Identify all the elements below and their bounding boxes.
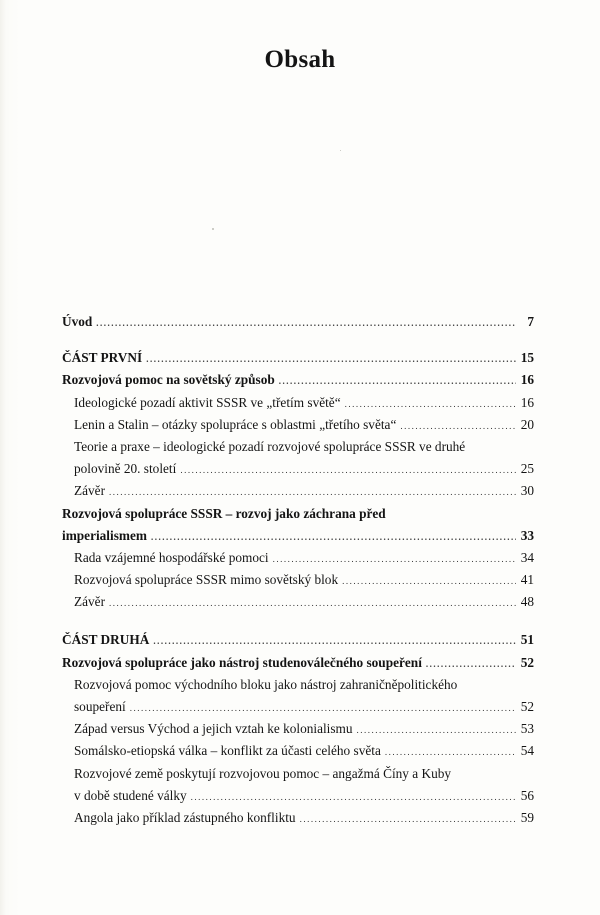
toc-leader-dots bbox=[180, 459, 516, 481]
toc-page-number: 53 bbox=[520, 721, 534, 737]
toc-entry-section[interactable] bbox=[62, 740, 534, 762]
toc-page-number: 15 bbox=[520, 350, 534, 366]
toc-page-number: 20 bbox=[520, 416, 534, 432]
toc-leader-dots bbox=[191, 786, 516, 808]
toc-leader-dots bbox=[130, 697, 516, 719]
toc-entry-section-first-line: Teorie a praxe – ideologické pozadí rozvojové spolupráce SSSR ve druhé bbox=[74, 438, 466, 454]
paper-speck bbox=[212, 228, 214, 230]
toc-label: polovině 20. století bbox=[74, 461, 177, 477]
toc-label: Rada vzájemné hospodářské pomoci bbox=[74, 549, 269, 565]
toc-label: Ideologické pozadí aktivit SSSR ve „třetím světě“ bbox=[74, 394, 341, 410]
toc-label: Západ versus Východ a jejich vztah ke kolonialismu bbox=[74, 721, 353, 737]
toc-entry-section[interactable] bbox=[62, 392, 534, 414]
toc-entry-section[interactable] bbox=[62, 591, 534, 613]
toc-entry-section[interactable] bbox=[62, 696, 534, 718]
toc-page-number: 41 bbox=[520, 572, 534, 588]
toc-entry-section[interactable] bbox=[62, 458, 534, 480]
toc-page-number: 16 bbox=[520, 394, 534, 410]
toc-leader-dots bbox=[273, 548, 516, 570]
toc-label: ČÁST PRVNÍ bbox=[62, 350, 143, 366]
toc-label: soupeření bbox=[74, 699, 126, 714]
toc-label: Závěr bbox=[74, 483, 106, 499]
toc-entry-section[interactable] bbox=[62, 480, 534, 502]
toc-label: Rozvojová spolupráce jako nástroj studenoválečného soupeření bbox=[62, 654, 422, 670]
toc-entry-part-one[interactable] bbox=[62, 347, 534, 369]
toc-page-number: 56 bbox=[520, 787, 534, 803]
toc-leader-dots bbox=[151, 526, 516, 548]
toc-entry-chapter[interactable] bbox=[62, 369, 534, 391]
section-gap bbox=[62, 613, 534, 629]
toc-leader-dots bbox=[146, 348, 516, 370]
toc-entry-chapter-first-line: Rozvojová spolupráce SSSR – rozvoj jako záchrana před bbox=[62, 505, 386, 521]
toc-label: Angola jako příklad zástupného konfliktu bbox=[74, 809, 296, 825]
toc-leader-dots bbox=[426, 653, 516, 675]
toc-label: imperialismem bbox=[62, 527, 147, 543]
toc-entry-section-first-line: Rozvojové země poskytují rozvojovou pomoc – angažmá Číny a Kuby bbox=[74, 765, 452, 781]
toc-page-number: 51 bbox=[520, 632, 534, 648]
toc-entry-section-first-line: Rozvojová pomoc východního bloku jako nástroj zahraničněpolitického bbox=[74, 676, 458, 692]
toc-page-number: 48 bbox=[520, 594, 534, 610]
toc-label: v době studené války bbox=[74, 787, 187, 803]
toc-page-number: 25 bbox=[520, 461, 534, 477]
toc-page-number: 52 bbox=[520, 654, 534, 670]
toc-entry-chapter[interactable] bbox=[62, 525, 534, 547]
toc-leader-dots bbox=[357, 719, 516, 741]
toc-leader-dots bbox=[400, 415, 516, 437]
toc-leader-dots bbox=[109, 481, 516, 503]
toc-page-number: 7 bbox=[527, 314, 534, 329]
toc-entry-section[interactable] bbox=[62, 547, 534, 569]
toc-leader-dots bbox=[342, 570, 516, 592]
toc-entry-section[interactable] bbox=[62, 569, 534, 591]
toc-label: Somálsko-etiopská válka – konflikt za účasti celého světa bbox=[74, 743, 381, 759]
toc-page-number: 59 bbox=[520, 809, 534, 825]
paper-speck bbox=[340, 150, 341, 151]
toc-page-number: 52 bbox=[520, 699, 534, 714]
toc-page-number: 33 bbox=[520, 527, 534, 543]
toc-leader-dots bbox=[109, 592, 516, 614]
toc-leader-dots bbox=[96, 312, 516, 334]
toc-label: Rozvojová pomoc na sovětský způsob bbox=[62, 372, 275, 388]
toc-label: Rozvojová spolupráce SSSR mimo sovětský blok bbox=[74, 572, 339, 588]
toc-entry-section[interactable] bbox=[62, 414, 534, 436]
toc-entry-section[interactable] bbox=[62, 718, 534, 740]
toc-leader-dots bbox=[300, 808, 516, 830]
page-title: Obsah bbox=[264, 46, 336, 73]
toc-leader-dots bbox=[153, 630, 516, 652]
toc-label: Lenin a Stalin – otázky spolupráce s oblastmi „třetího světa“ bbox=[74, 416, 397, 432]
toc-leader-dots bbox=[345, 393, 516, 415]
toc-page-number: 16 bbox=[520, 372, 534, 388]
table-of-contents bbox=[62, 311, 534, 829]
toc-entry-part-two[interactable] bbox=[62, 629, 534, 651]
section-gap bbox=[62, 333, 534, 347]
toc-leader-dots bbox=[385, 741, 516, 763]
toc-label: Závěr bbox=[74, 594, 106, 610]
toc-page-number: 54 bbox=[520, 743, 534, 759]
toc-leader-dots bbox=[279, 370, 516, 392]
toc-entry-uvod[interactable] bbox=[62, 311, 534, 333]
toc-page-number: 30 bbox=[520, 483, 534, 499]
toc-label: ČÁST DRUHÁ bbox=[62, 632, 150, 648]
toc-page-number: 34 bbox=[520, 549, 534, 565]
toc-entry-section[interactable] bbox=[62, 807, 534, 829]
toc-entry-section[interactable] bbox=[62, 785, 534, 807]
toc-entry-chapter[interactable] bbox=[62, 652, 534, 674]
toc-label: Úvod bbox=[62, 314, 93, 329]
